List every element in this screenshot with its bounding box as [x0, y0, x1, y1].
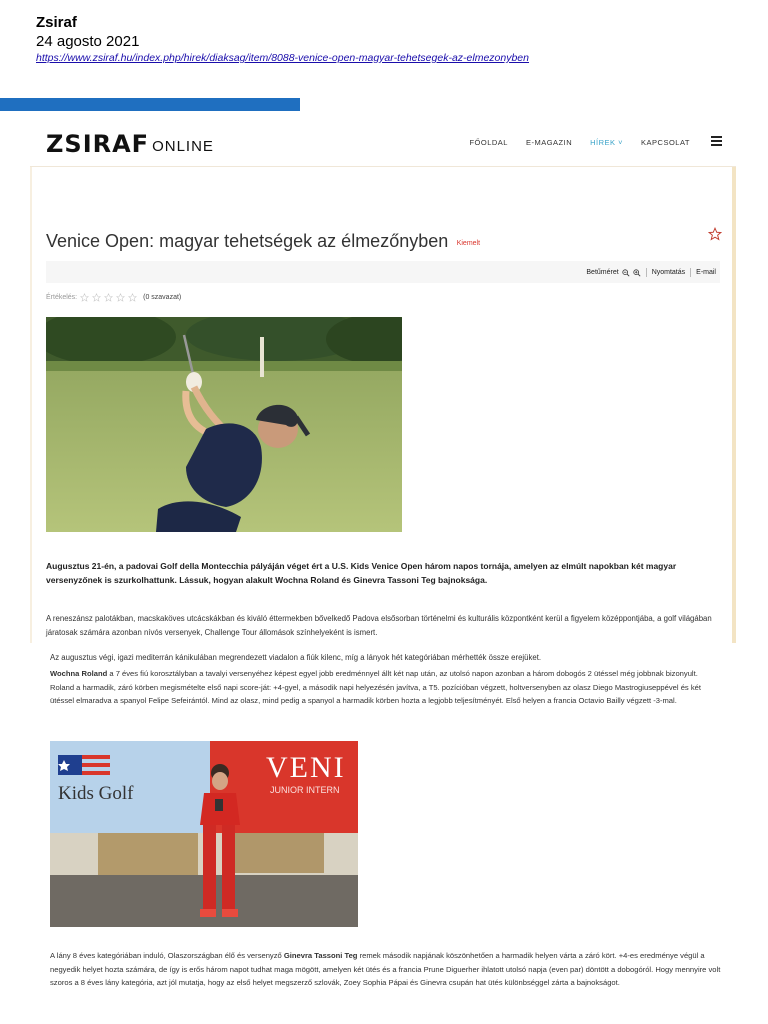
hamburger-menu-icon[interactable] — [711, 136, 722, 145]
junior-intern-banner-text: JUNIOR INTERN — [270, 785, 340, 795]
nav-item-home[interactable]: FŐOLDAL — [469, 138, 508, 147]
zoom-in-icon[interactable] — [633, 269, 641, 277]
player-name-ginevra: Ginevra Tassoni Teg — [283, 951, 358, 960]
clip-header — [36, 14, 529, 65]
zoom-out-icon[interactable] — [622, 269, 630, 277]
paragraph-4-intro: A lány 8 éves kategóriában induló, Olaszországban élő és versenyző — [50, 951, 284, 960]
article-lead: Augusztus 21-én, a padovai Golf della Montecchia pályáján véget ért a U.S. Kids Venice Open három napos tornája, amelyen az elmúlt napokban két magyar versenyzőnek is szurkolhattunk. Lássuk, hogyan alakult Wochna Roland és Ginevra Tassoni Teg bajnoksága. — [46, 561, 677, 585]
clip-url-link[interactable]: https://www.zsiraf.hu/index.php/hirek/diaksag/item/8088-venice-open-magyar-tehetsegek-az-elmezonyben — [36, 52, 529, 64]
article-paragraph-3 — [50, 667, 722, 708]
article-toolbar — [46, 261, 720, 283]
player-name-roland: Wochna Roland — [50, 669, 108, 678]
email-link[interactable]: E-mail — [696, 269, 716, 276]
logo-sub-text: ONLINE — [152, 138, 214, 155]
article-paragraph-1: A reneszánsz palotákban, macskaköves utcácskákban és kiváló éttermekben bővelkedő Padova elsősorban történelmi és kulturális központként kerül a figyelem középpontjába, a golf világában járatosak számára azonban nívós versenyek, Challenge Tour állomások színhelyeként is ismert. — [46, 614, 712, 637]
nav-item-contact[interactable]: KAPCSOLAT — [641, 138, 690, 147]
rating-label: Értékelés: — [46, 294, 78, 301]
kids-golf-photo — [50, 741, 358, 927]
print-link[interactable]: Nyomtatás — [651, 269, 686, 276]
rating-star-icon[interactable] — [80, 293, 89, 302]
article-paragraph-2: Az augusztus végi, igazi mediterrán kánikulában megrendezett viadalon a fiúk kilenc, míg a lányok hét kategóriában mérhették össze erejüket. — [50, 653, 542, 662]
top-navigation — [30, 120, 736, 166]
venice-banner-text: VENI — [266, 751, 346, 784]
left-rule — [30, 167, 32, 643]
paragraph-4-text: remek második napjának köszönhetően a harmadik helyen várta a záró kört. +4-es eredménye végül a negyedik helyet hozta számára, de így is erős három napot tudhat maga mögött, amelyen két ütés és a francia Prune Diguerher ihlatott utolsó napja (even par) döntött a dobogóról. Hogy mennyire volt szoros a 8 éves lány kategória, azt jól mutatja, hogy az első helyet megszerző szlovák, Zoey Sophia Pápai és Ginevra csupán hat ütés különbséggel zárta a bajnokságot. — [50, 951, 721, 987]
nav-item-emagazin[interactable]: E-MAGAZIN — [525, 138, 573, 147]
rating-star-icon[interactable] — [92, 293, 101, 302]
right-rule — [732, 167, 736, 643]
clip-source: Zsiraf — [36, 14, 77, 31]
kids-golf-banner-text: Kids Golf — [58, 783, 134, 804]
rating-star-icon[interactable] — [104, 293, 113, 302]
kids-golf-photo-svg — [50, 741, 358, 927]
nav-menu — [469, 138, 690, 147]
site-logo[interactable] — [46, 132, 214, 156]
rating-star-icon[interactable] — [128, 293, 137, 302]
rating-count: (0 szavazat) — [143, 294, 182, 301]
website-screenshot — [30, 120, 736, 1020]
clip-date: 24 agosto 2021 — [36, 33, 140, 50]
golfer-photo-svg — [46, 317, 402, 532]
blue-divider-bar — [0, 98, 300, 111]
nav-item-news[interactable]: HÍREK ˅ — [590, 138, 624, 147]
featured-badge: Kiemelt — [456, 240, 481, 247]
golfer-swing-photo — [46, 317, 402, 532]
star-outline-icon[interactable] — [708, 227, 722, 241]
article-title-row — [46, 231, 726, 252]
rating-widget — [46, 293, 181, 302]
article-content-frame — [30, 166, 736, 1021]
article-title: Venice Open: magyar tehetségek az élmezőnyben — [46, 231, 449, 251]
font-size-label: Betűméret — [586, 269, 619, 276]
article-paragraph-4 — [50, 949, 726, 990]
rating-star-icon[interactable] — [116, 293, 125, 302]
logo-main-text: ZSIRAF — [46, 130, 150, 158]
paragraph-3-text: a 7 éves fiú korosztályban a tavalyi versenyéhez képest egyel jobb eredménnyel állt két nap után, az utolsó napon azonban a három dobogós 2 ütéssel még jobbnak bizonyult. Roland a harmadik, záró körben megismételte első napi score-ját: +4-gyel, a második napi helyezésén javítva, a T5. pozícióban végzett, holtversenyben az olasz Diego Mastrogiuseppével és két ütéssel elmaradva a spanyol Felipe Sefeirántól. Mind az olasz, mind pedig a spanyol a harmadik körben hozta a legjobb teljesítményét. Első helyen a francia Octavio Bailly végzett -3-mal. — [50, 669, 701, 705]
